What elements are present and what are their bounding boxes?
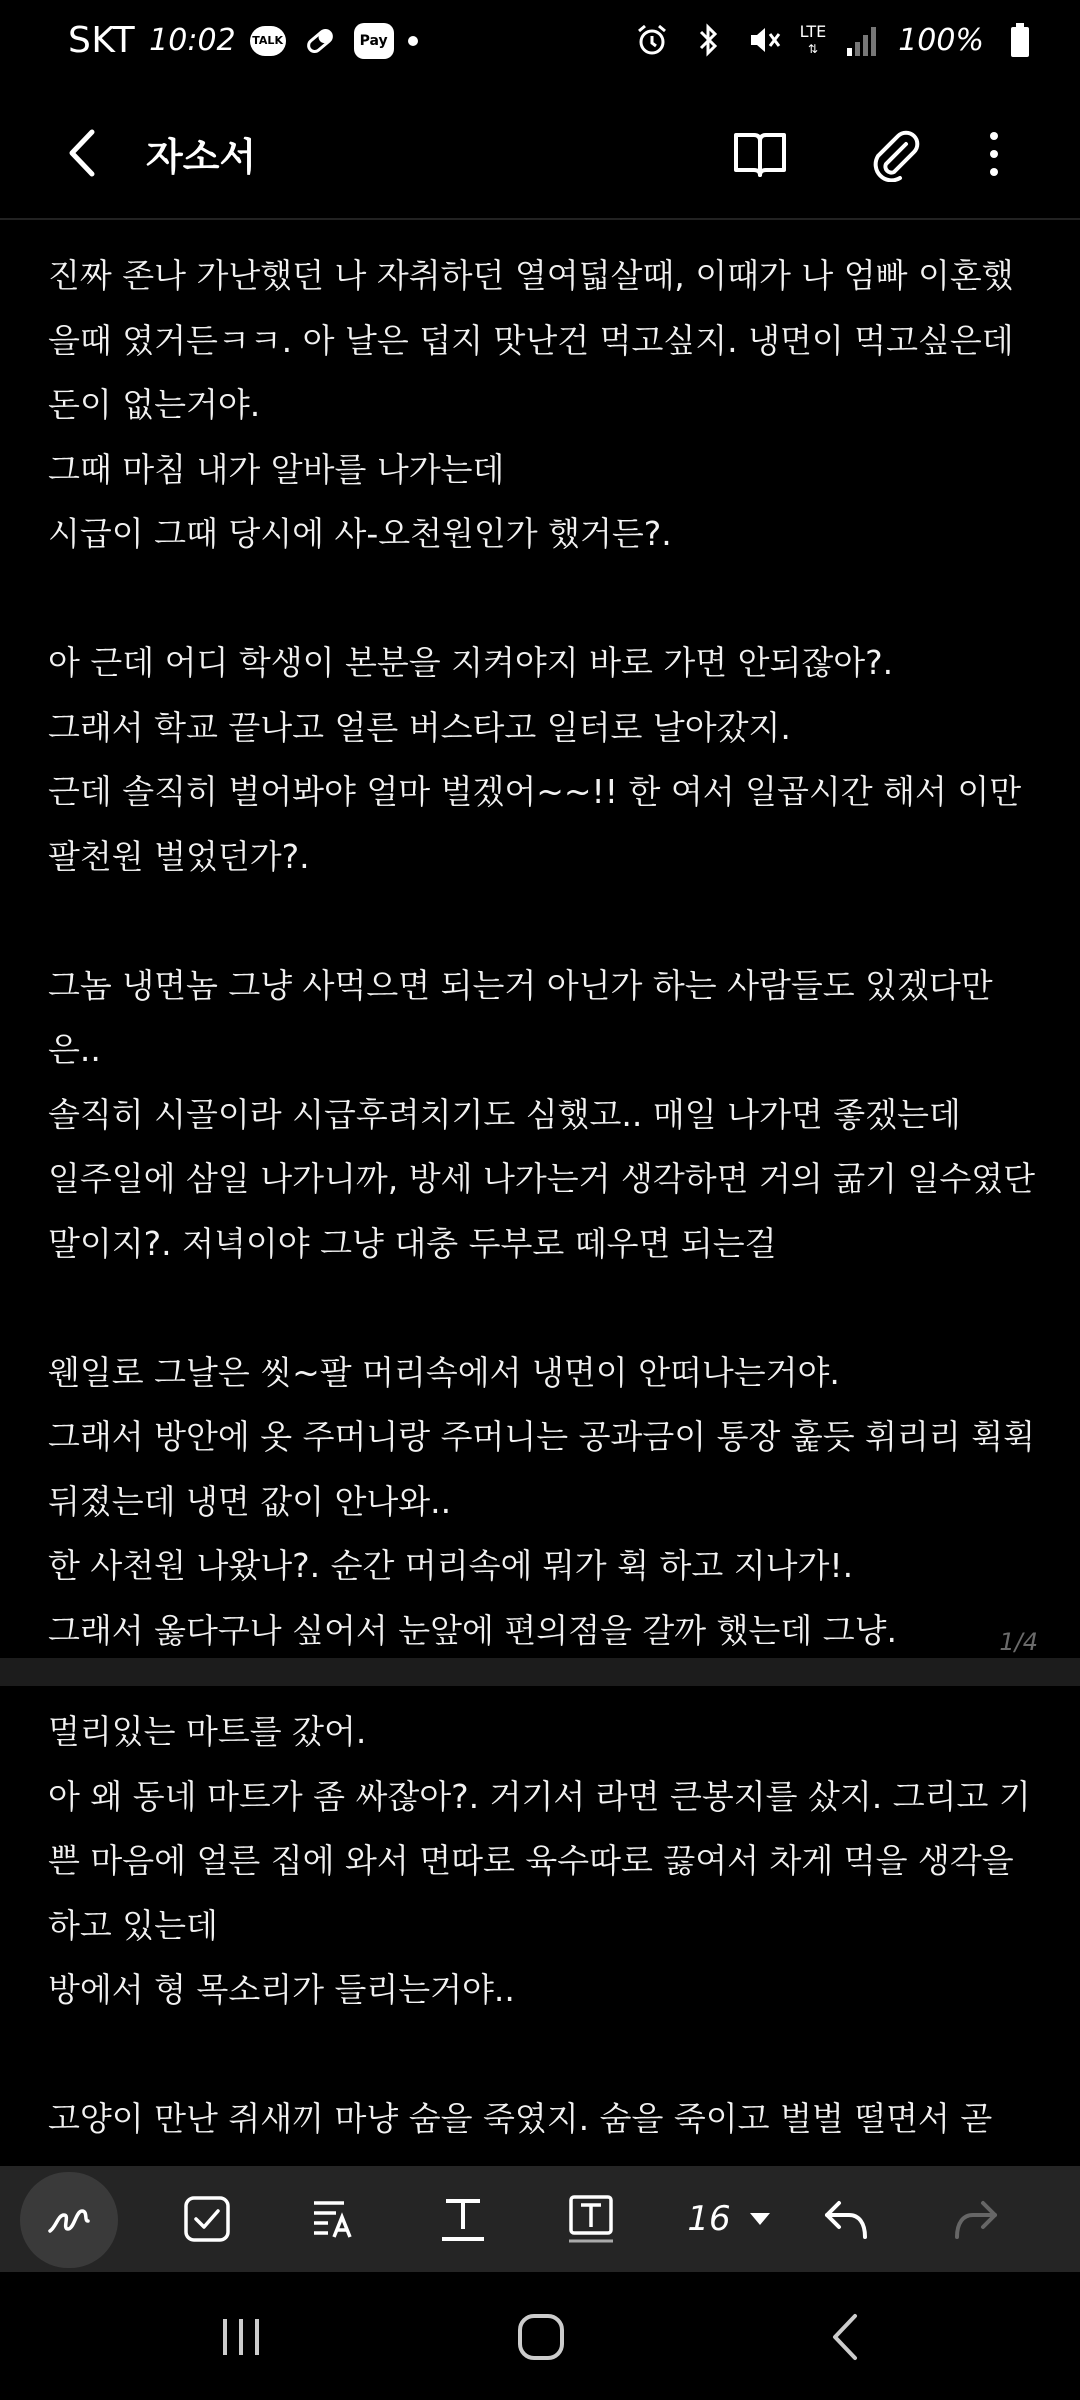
reading-mode-button[interactable] (722, 116, 798, 192)
note-page-2[interactable] (0, 1686, 1080, 2166)
checkbox-icon (182, 2194, 232, 2244)
more-vert-icon (984, 129, 1004, 179)
attach-button[interactable] (856, 116, 932, 192)
font-size-value: 16 (687, 2199, 731, 2239)
lte-indicator: LTE ⇅ (799, 21, 827, 56)
nav-back-button[interactable] (800, 2302, 890, 2372)
text-style-button[interactable] (290, 2176, 380, 2262)
clock: 10:02 (149, 23, 236, 58)
nav-back-icon (825, 2312, 865, 2362)
status-bar-left (68, 20, 418, 61)
home-icon (516, 2312, 566, 2362)
chevron-down-icon (749, 2212, 771, 2226)
pen-icon (44, 2199, 94, 2239)
text-style-icon (310, 2197, 360, 2241)
back-button[interactable] (50, 118, 120, 188)
more-options-button[interactable] (956, 116, 1032, 192)
app-bar (0, 88, 1080, 218)
undo-icon (823, 2197, 871, 2241)
bluetooth-icon (688, 22, 728, 58)
book-icon (732, 129, 788, 179)
lte-label: LTE (799, 21, 827, 41)
redo-button[interactable] (930, 2176, 1020, 2262)
editing-toolbar (0, 2166, 1080, 2272)
back-icon (50, 118, 120, 188)
note-body-page-1[interactable]: 진짜 존나 가난했던 나 자취하던 열여덟살때, 이때가 나 엄빠 이혼했을때 였거든ㅋㅋ. 아 날은 덥지 맛난건 먹고싶지. 냉면이 먹고싶은데 돈이 없는거야. 그때 마침 내가 알바를 나가는데 시급이 그때 당시에 사-오천원인가 했거든?. 아 근데 어디 학생이 본분을 지켜야지 바로 가면 안되잖아?. 그래서 학교 끝나고 얼른 버스타고 일터로 날아갔지. 근데 솔직히 벌어봐야 얼마 벌겠어~~!! 한 여서 일곱시간 해서 이만 팔천원 벌었던가?. 그놈 냉면놈 그냥 사먹으면 되는거 아닌가 하는 사람들도 있겠다만은.. 솔직히 시골이라 시급후려치기도 심했고.. 매일 나가면 좋겠는데 일주일에 삼일 나가니까, 방세 나가는거 생각하면 거의 굶기 일수였단말이지?. 저녁이야 그냥 대충 두부로 떼우면 되는걸 웬일로 그날은 씻~팔 머리속에서 냉면이 안떠나는거야. 그래서 방안에 옷 주머니랑 주머니는 공과금이 통장 훑듯 휘리리 휙휙 뒤졌는데 냉면 값이 안나와.. 한 사천원 나왔나?. 순간 머리속에 뭐가 휙 하고 지나가!. 그래서 옳다구나 싶어서 눈앞에 편의점을 갈까 했는데 그냥. (48, 256, 1035, 1650)
paperclip-icon (866, 126, 922, 182)
recents-button[interactable] (196, 2302, 286, 2372)
system-navigation-bar (0, 2272, 1080, 2400)
text-box-button[interactable] (546, 2176, 636, 2262)
battery-percent: 100% (898, 22, 984, 58)
note-page-1[interactable] (0, 220, 1080, 1660)
mute-icon (744, 22, 784, 58)
font-size-dropdown[interactable] (674, 2176, 784, 2262)
home-button[interactable] (496, 2302, 586, 2372)
pen-button[interactable] (24, 2176, 114, 2262)
text-box-icon (567, 2193, 615, 2245)
battery-icon (1000, 22, 1040, 58)
pill-icon (300, 23, 340, 59)
status-bar (0, 0, 1080, 88)
font-size-control (687, 2199, 770, 2239)
pay-icon: Pay (354, 23, 394, 59)
kakaotalk-icon: TALK (250, 26, 286, 56)
carrier-label: SKT (68, 20, 136, 61)
recents-icon (219, 2315, 263, 2359)
text-format-button[interactable] (418, 2176, 508, 2262)
notification-dot-icon (408, 36, 418, 46)
note-body-page-2[interactable]: 멀리있는 마트를 갔어. 아 왜 동네 마트가 좀 싸잖아?. 거기서 라면 큰봉지를 샀지. 그리고 기쁜 마음에 얼른 집에 와서 면따로 육수따로 끓여서 차게 먹을 생각을 하고 있는데 방에서 형 목소리가 들리는거야.. 고양이 만난 쥐새끼 마냥 숨을 죽였지. 숨을 죽이고 벌벌 떨면서 곧 (48, 1712, 1031, 2138)
text-format-icon (440, 2195, 486, 2243)
alarm-icon (632, 22, 672, 58)
undo-button[interactable] (802, 2176, 892, 2262)
signal-icon (842, 22, 882, 58)
status-bar-right (632, 22, 1040, 58)
checkbox-button[interactable] (162, 2176, 252, 2262)
note-title: 자소서 (146, 135, 257, 179)
page-separator (0, 1658, 1080, 1686)
page-number: 1/4 (999, 1628, 1038, 1656)
redo-icon (951, 2197, 999, 2241)
